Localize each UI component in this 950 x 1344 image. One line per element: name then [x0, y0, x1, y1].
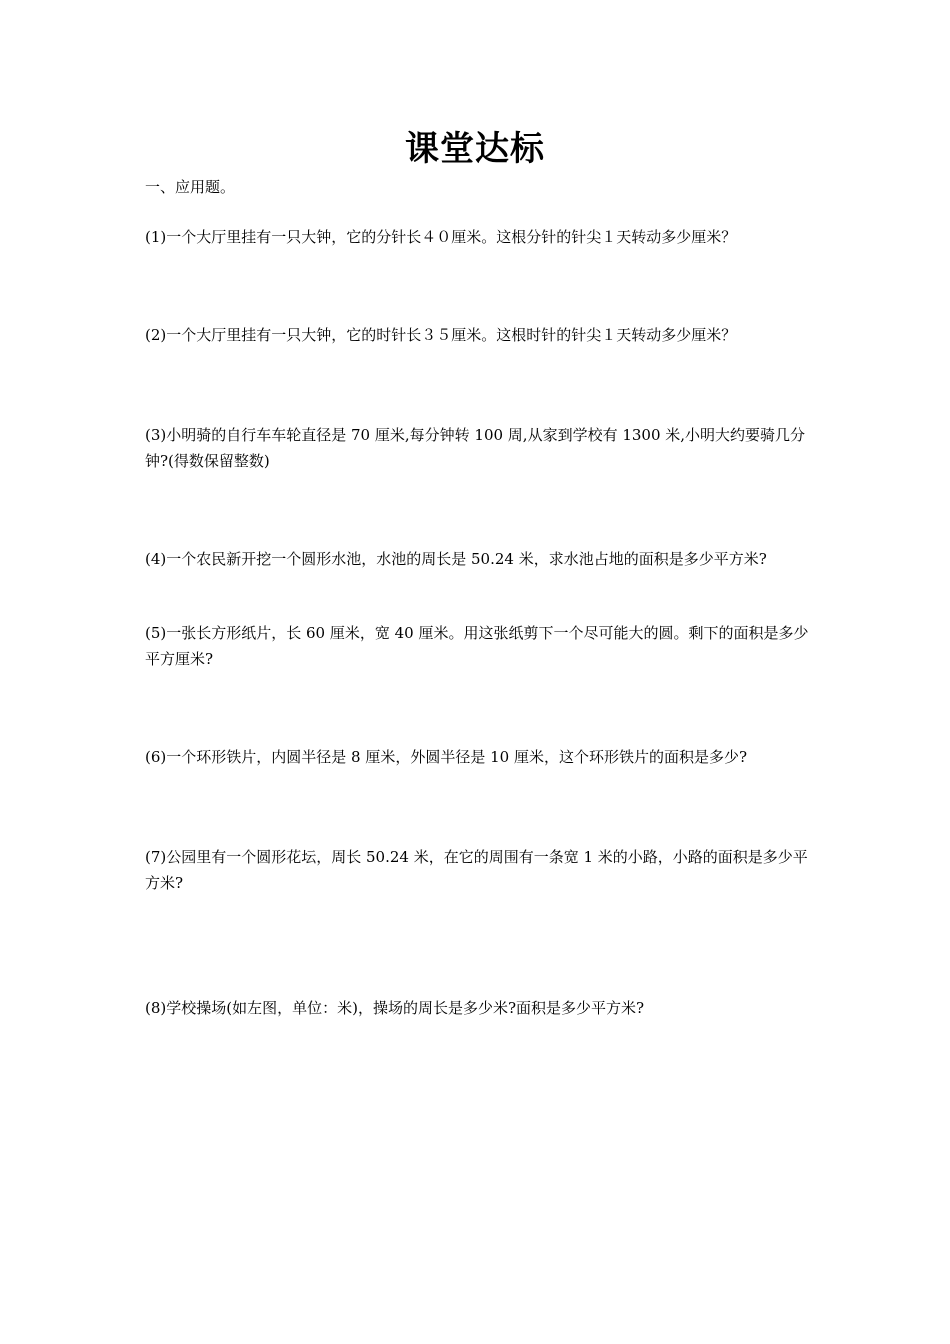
question-8: (8)学校操场(如左图，单位：米)，操场的周长是多少米?面积是多少平方米?: [145, 999, 645, 1017]
question-1: (1)一个大厅里挂有一只大钟，它的分针长４０厘米。这根分针的针尖１天转动多少厘米？: [145, 228, 737, 246]
question-4: (4)一个农民新开挖一个圆形水池，水池的周长是 50.24 米，求水池占地的面积是多少平方米?: [145, 550, 767, 568]
question-3: (3)小明骑的自行车车轮直径是 70 厘米,每分钟转 100 周,从家到学校有 1300 米,小明大约要骑几分钟?(得数保留整数): [145, 426, 806, 470]
page-title: 课堂达标: [405, 129, 545, 169]
question-7: (7)公园里有一个圆形花坛，周长 50.24 米，在它的周围有一条宽 1 米的小路，小路的面积是多少平方米?: [145, 848, 808, 892]
question-5: (5)一张长方形纸片，长 60 厘米，宽 40 厘米。用这张纸剪下一个尽可能大的圆。剩下的面积是多少平方厘米?: [145, 624, 809, 668]
question-6: (6)一个环形铁片，内圆半径是 8 厘米，外圆半径是 10 厘米，这个环形铁片的面积是多少?: [145, 748, 747, 766]
section-heading: 一、应用题。: [145, 178, 236, 196]
question-2: (2)一个大厅里挂有一只大钟，它的时针长３５厘米。这根时针的针尖１天转动多少厘米？: [145, 326, 737, 344]
